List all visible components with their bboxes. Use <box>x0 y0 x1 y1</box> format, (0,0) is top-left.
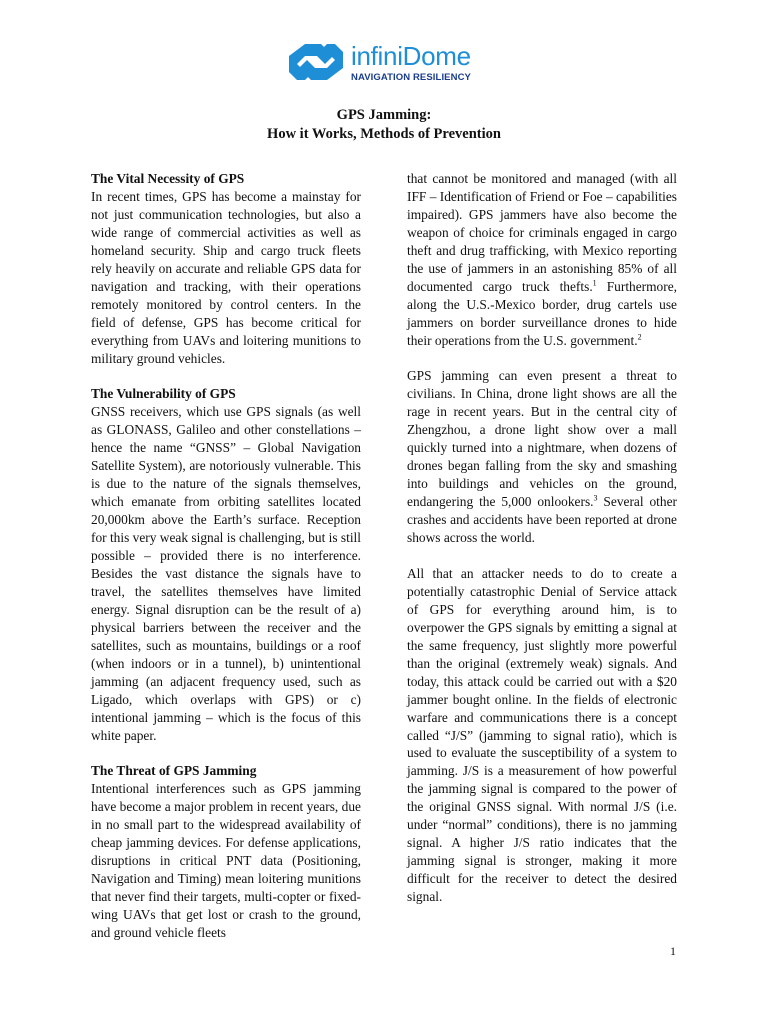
paragraph-civilians <box>407 367 677 547</box>
page-number: 1 <box>670 944 676 958</box>
title-line-2: How it Works, Methods of Prevention <box>267 126 501 142</box>
left-column <box>91 170 361 942</box>
paragraph-vulnerability: GNSS receivers, which use GPS signals (as well as GLONASS, Galileo and other constellations – hence the name “GNSS” – Global Navigation Satellite System), are notoriously vulnerable. This is due to the nature of the signals themselves, which emanate from orbiting satellites located 20,000km above the Earth’s surface. Reception for this very weak signal is challenging, but is still possible – provided there is no interference. Besides the vast distance the signals have to travel, the satellites themselves have limited energy. Signal disruption can be the result of a) physical barriers between the receiver and the satellites, such as mountains, buildings or a roof (when indoors or in a tunnel), b) unintentional jamming (an adjacent frequency used, such as Ligado, which overlaps with GPS) or c) intentional jamming – which is the focus of this white paper. <box>91 404 362 743</box>
title-line-1: GPS Jamming: <box>336 107 432 123</box>
paragraph-attacker: All that an attacker needs to do to create a potentially catastrophic Denial of Service attack of GPS for everything around him, is to overpower the GPS signals by emitting a signal at the same frequency, just slightly more powerful than the original (extremely weak) signals. And today, this attack could be carried out with a $20 jammer bought online. In the fields of electronic warfare and communications there is a concept called “J/S” (jamming to signal ratio), which is used to evaluate the susceptibility of a system to jamming. J/S is a measurement of how powerful the jamming signal is compared to the power of the original GNSS signal. With normal J/S (i.e. under “normal” conditions), there is no jamming signal. A higher J/S ratio indicates that the jamming signal is stronger, making it more difficult for the receiver to detect the desired signal. <box>407 565 677 905</box>
paragraph-threat-left: Intentional interferences such as GPS jamming have become a major problem in recent years, due in no small part to the widespread availability of cheap jamming devices. For defense applications, disruptions in critical PNT data (Positioning, Navigation and Timing) mean loitering munitions that never find their targets, multi-copter or fixed-wing UAVs that get lost or crash to the ground, and ground vehicle fleets <box>91 781 361 940</box>
civilians-text-a: GPS jamming can even present a threat to civilians. In China, drone light shows are all the rage in recent years. But in the central city of Zhengzhou, a drone light show over a mall quickly turned into a nightmare, when dozens of drones began falling from the sky and smashing into buildings and vehicles on the ground, endangering the 5,000 onlookers. <box>407 368 677 510</box>
footnote-ref-1: 1 <box>592 278 597 288</box>
threat-text-a: that cannot be monitored and managed (with all IFF – Identification of Friend or Foe – capabilities impaired). GPS jammers have also become the weapon of choice for criminals engaged in cargo theft and drug trafficking, with Mexico reporting the use of jammers in an astonishing 85% of all documented cargo truck thefts. <box>407 171 677 294</box>
footnote-ref-3: 3 <box>593 493 598 503</box>
infinidome-logo <box>287 40 471 86</box>
brand-tagline: NAVIGATION RESILIENCY <box>351 71 471 83</box>
paragraph-threat-right <box>407 170 677 350</box>
civilians-text-b: Several other crashes and accidents have been reported at drone shows across the world. <box>407 494 677 546</box>
paragraph-vital-necessity: In recent times, GPS has become a mainstay for not just communication technologies, but also a wide range of commercial activities as well as homeland security. Ship and cargo truck fleets rely heavily on accurate and reliable GPS data for navigation and tracking, with their operations remotely monitored by control centers. In the field of defense, GPS has become critical for everything from UAVs and loitering munitions to military ground vehicles. <box>91 188 361 366</box>
infinidome-logo-icon <box>287 40 345 86</box>
brand-name: infiniDome <box>351 40 471 71</box>
footnote-ref-2: 2 <box>637 332 642 342</box>
document-title <box>0 106 768 144</box>
threat-text-b: Furthermore, along the U.S.-Mexico border, drug cartels use jammers on border surveillance drones to hide their operations from the U.S. government. <box>407 278 677 348</box>
heading-vital-necessity: The Vital Necessity of GPS <box>91 171 245 186</box>
heading-threat: The Threat of GPS Jamming <box>91 763 257 779</box>
right-column <box>407 170 677 906</box>
heading-vulnerability: The Vulnerability of GPS <box>91 386 236 402</box>
